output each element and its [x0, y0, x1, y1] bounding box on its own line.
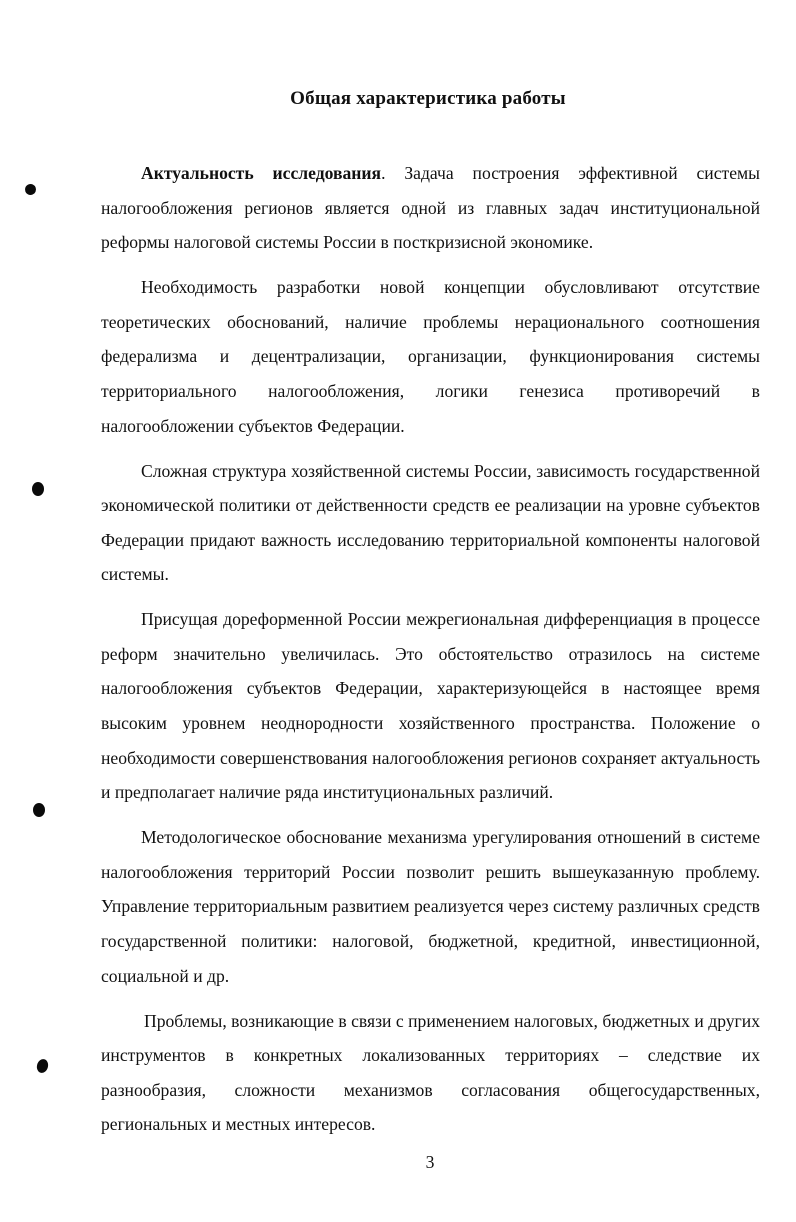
paragraph-text: . Задача построения эффективной системы налогообложения регионов является одной из главных задач институциональной реформы налоговой системы России в посткризисной экономике. [101, 163, 760, 253]
paragraph: Сложная структура хозяйственной системы России, зависимость государственной экономической политики от действенности средств ее реализации на уровне субъектов Федерации придают важность исследованию территориальной компоненты налоговой системы. [101, 460, 760, 585]
paragraph-relevance [101, 156, 760, 260]
binder-hole-mark [35, 1058, 49, 1074]
binder-hole-mark [23, 182, 37, 196]
paragraph: Необходимость разработки новой концепции обусловливают отсутствие теоретических обоснований, наличие проблемы нерационального соотношения федерализма и децентрализации, организации, функционирования системы территориального налогообложения, логики генезиса противоречий в налогообложении субъектов Федерации. [101, 277, 760, 436]
paragraph: Проблемы, возникающие в связи с применением налоговых, бюджетных и других инструментов в конкретных локализованных территориях – следствие их разнообразия, сложности механизмов согласования общегосударственных, региональных и местных интересов. [101, 1010, 760, 1135]
paragraph-lead: Актуальность исследования [141, 163, 382, 183]
binder-hole-mark [32, 482, 44, 496]
page-title: Общая характеристика работы [290, 88, 566, 109]
binder-hole-mark [33, 803, 45, 817]
paragraph: Присущая дореформенной России межрегиональная дифференциация в процессе реформ значительно увеличилась. Это обстоятельство отразилось на системе налогообложения субъектов Федерации, характеризующейся в настоящее время высоким уровнем неоднородности хозяйственного пространства. Положение о необходимости совершенствования налогообложения регионов сохраняет актуальность и предполагает наличие ряда институциональных различий. [101, 609, 760, 803]
body-text [101, 156, 760, 1152]
paragraph: Методологическое обоснование механизма урегулирования отношений в системе налогообложения территорий России позволит решить вышеуказанную проблему. Управление территориальным развитием реализуется через систему различных средств государственной политики: налоговой, бюджетной, кредитной, инвестиционной, социальной и др. [101, 827, 760, 986]
page-number: 3 [425, 1152, 435, 1172]
